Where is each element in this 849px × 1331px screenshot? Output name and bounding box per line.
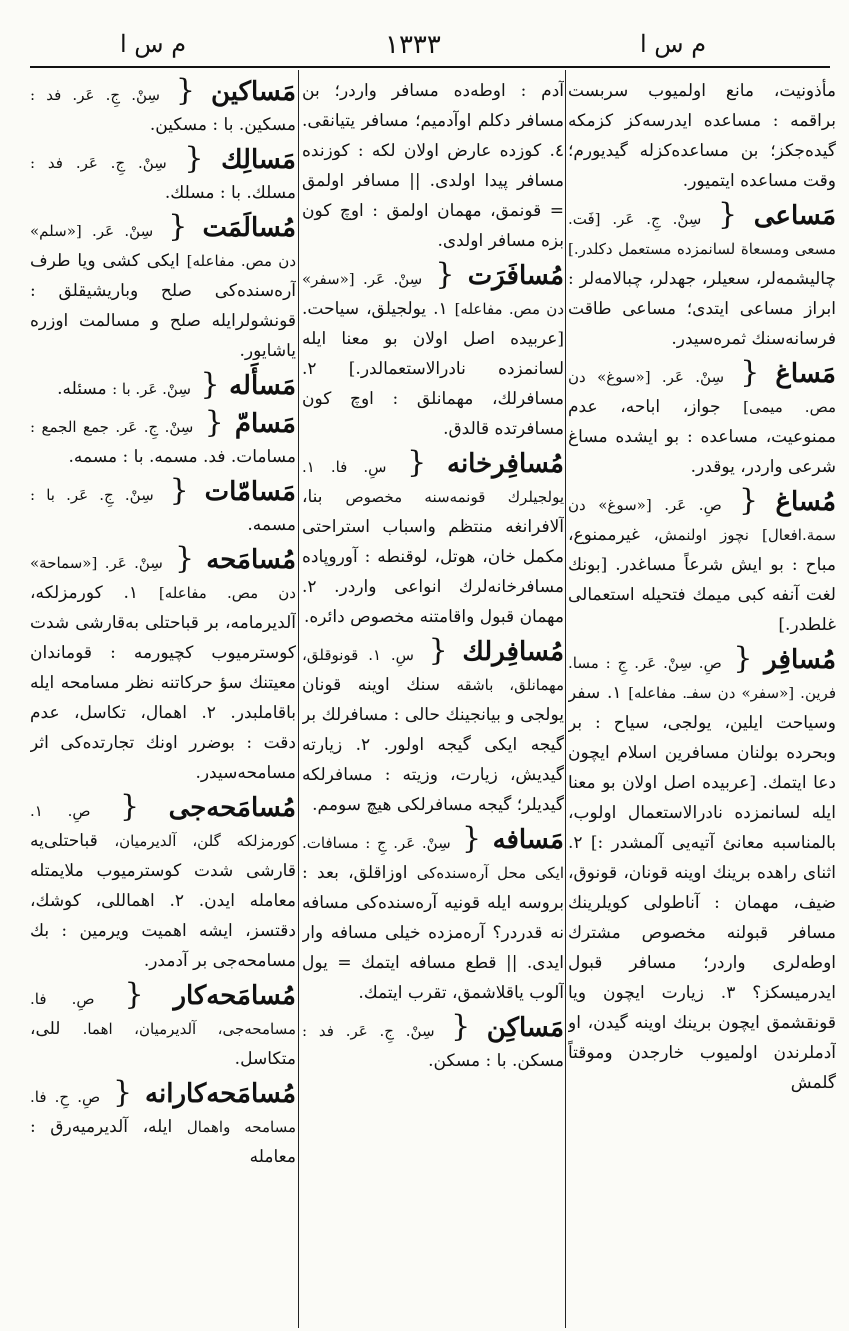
- dictionary-entry: [30, 209, 296, 366]
- brace-mark: {: [193, 405, 235, 440]
- entry-headword: مُسافِرلك: [462, 637, 564, 667]
- brace-mark: {: [413, 633, 463, 668]
- column-middle: [302, 76, 564, 1326]
- entry-definition: چاليشمه‌لر، سعيلر، جهدلر، چباﻻمه‌لر : ابراز مساعى ايتدى؛ مساعى طاقت فرسانه‌سنك ثمره‌سيدر.: [568, 269, 836, 349]
- entry-grammar: سِنْ. عَر. [«سفر» دن مص. مفاعله]: [302, 270, 564, 318]
- entry-grammar: سِنْ. جِ. عَر. جمع الجمع :: [30, 418, 194, 436]
- entry-headword: مُساغ: [775, 487, 836, 517]
- entry-definition: ۱. كورمزلكه، آلديرمامه، بر قباحتلى به‌قارشى شدت كوسترميوب كچيورمه : قوماندان معيتنك سؤ حركاتنه نظر مسامحه ايله باقاملبدر. ۲. اهمال، تكاسل، عدم دقت : بوضرر اونك تجارتده‌كى اثر مسامحه‌سيدر.: [30, 583, 296, 783]
- entry-grammar: سِنْ. عَر. [«سماحة» دن مص. مفاعله]: [30, 554, 296, 602]
- brace-mark: {: [434, 1009, 487, 1044]
- entry-grammar: سِنْ. جِ. عَر. فد :: [302, 1022, 435, 1040]
- brace-mark: {: [190, 367, 230, 402]
- entry-grammar: سِ. فا. ۱. يولجيلرك قونمه‌سنه مخصوص: [302, 458, 564, 506]
- entry-definition: مسلك. با : مسلك.: [164, 183, 296, 203]
- entry-headword: مَساكين: [210, 77, 296, 107]
- entry-definition: ۱. سفر وسياحت ايلين، يولجى، سياح : بر وبحرده بولنان مسافرين اسلام ايچون دعا ايتمك. [عربيده اصل اوﻻن بو معنا ايله لسانمزده نادرالاستعمال اولوب، بالمناسبه معانئ آتيه‌يى آلمشدر :] ۲. اثناى راهده برينك اوينه قونان، قونوق، ضيف، مهمان : آناطولى كويلرينك مسافر قبولنه مخصوص مشترك اوطه‌لرى واردر؛ مسافر قبول ايدرميسكز؟ ۳. زيارت ايچون ويا قونقشمق ايچون برينك اوينه گيدن، او آدملرندن اولميوب خارجدن وموقتاً گلمش: [568, 683, 836, 1093]
- brace-mark: {: [90, 789, 169, 824]
- dictionary-entry: [30, 367, 296, 404]
- brace-mark: {: [386, 445, 447, 480]
- brace-mark: {: [721, 483, 776, 518]
- entry-grammar: صِ. فا. مسامحه‌جى، آلديرميان، اهما.: [30, 990, 296, 1038]
- page-header: [0, 0, 849, 66]
- brace-mark: {: [94, 977, 174, 1012]
- brace-mark: {: [162, 541, 207, 576]
- entry-definition: قباحتلى‌يه قارشى شدت كوسترميوب ملايمتله معامله ايدن. ۲. اهماللى، كوشك، دقتسز، ايشه اهميت ويرمين : بك مسامحه‌جى بر آدمدر.: [30, 831, 296, 971]
- brace-mark: {: [724, 355, 776, 390]
- brace-mark: {: [100, 1075, 146, 1110]
- dictionary-entry: [568, 76, 836, 196]
- entry-definition: جواز، اباحه، عدم ممنوعيت، مساعده : بو ايشده مساغ شرعى واردر، يوقدر.: [568, 397, 836, 477]
- dictionary-entry: [30, 789, 296, 976]
- entry-grammar: سِ. ۱. قونوقلق، مهمانلق، باشقه‌: [302, 646, 564, 694]
- entry-grammar: سِنْ. جِ. عَر. فد :: [30, 154, 167, 172]
- entry-grammar: صِ. سِنْ. عَر. جِ : مسا. فرين. [«سفر» دن سفـ. مفاعله]: [568, 654, 836, 702]
- dictionary-entry: [302, 821, 564, 1008]
- dictionary-entry: [30, 1075, 296, 1172]
- brace-mark: {: [701, 197, 754, 232]
- entry-definition: للى، متكاسل.: [30, 1019, 296, 1069]
- entry-definition: ايله، آلديرميه‌رق : معامله: [30, 1117, 296, 1167]
- entry-headword: مَسالِك: [221, 145, 296, 175]
- column-right: [568, 76, 836, 1326]
- entry-headword: مُسافَرَت: [467, 261, 564, 291]
- dictionary-entry: [30, 141, 296, 208]
- entry-headword: مَساغ: [775, 359, 836, 389]
- dictionary-entry: [30, 977, 296, 1074]
- entry-definition: مسكين. با : مسكين.: [149, 115, 296, 135]
- header-rule: [30, 66, 830, 68]
- dictionary-entry: [30, 541, 296, 788]
- entry-headword: مُسامَحه‌جى: [168, 793, 296, 823]
- entry-headword: مُسامَحه‌كارانه: [145, 1079, 296, 1109]
- entry-grammar: صِ. ۱. كورمزلكه گلن، آلديرميان،: [30, 802, 296, 850]
- entry-grammar: صِ. عَر. [«سوغ» دن سمة.افعال] نچوز اولنمش،: [568, 496, 836, 544]
- header-catchword-left: م س ا: [120, 30, 187, 58]
- entry-definition: مسمه.: [247, 515, 296, 535]
- entry-grammar: سِنْ. عَر. [«سوغ» دن مص. ميمى]: [568, 368, 836, 416]
- entry-headword: مَساكِن: [486, 1013, 564, 1043]
- dictionary-entry: [302, 1009, 564, 1076]
- dictionary-entry: [568, 641, 836, 1098]
- entry-headword: مَسامّ: [234, 409, 296, 439]
- dictionary-entry: [568, 483, 836, 640]
- dictionary-entry: [568, 355, 836, 482]
- entry-headword: مَساعى: [753, 201, 836, 231]
- entry-definition: مسامات. فد. مسمه. با : مسمه.: [68, 447, 296, 467]
- entry-definition: بنا، آﻻفرانغه منتظم واسباب استراحتى مكمل خان، هوتل، لوقنطه : آوروپاده مسافرخانه‌لرك انواعى واردر. ۲. مهمان قبول واقامتنه مخصوص دائره.: [302, 487, 564, 627]
- entry-definition: آدم : اوطه‌ده مسافر واردر؛ بن مسافر دكلم اوآدميم؛ مسافر يتيانقى. ٤. كوزده عارض اوﻻن لكه : كوزنده مسافر پيدا اولدى. || مسافر اولمق = قونمق، مهمان اولمق : اوچ كون بزه مسافر اولدى.: [302, 81, 564, 251]
- entry-definition: مأذونيت، مانع اولميوب سربست براقمه : مساعده ايدرسه‌كز كزمكه گيده‌جكز؛ بن مساعده‌كزله گيديورم؛ وقت مساعده ايتميور.: [568, 81, 836, 191]
- entry-headword: مَسامّات: [204, 477, 296, 507]
- entry-grammar: سِنْ. عَر. جِ : مسافات. ايكى محل آره‌سنده‌كى: [302, 834, 564, 882]
- dictionary-entry: [30, 405, 296, 472]
- entry-definition: ۱. يولجيلق، سياحت. [عربيده اصل اوﻻن بو معنا ايله لسانمزده نادرالاستعمالدر.] ۲. مسافرلك، مهمانلق : اوچ كون مسافرتده قالدق.: [302, 299, 564, 439]
- entry-definition: سنك اوينه قونان يولجى و بيانجينك حالى : مسافرلك بر گيجه ايكى گيجه اولور. ۲. زيارته گيديش، زيارت، وزيته : مسافرلكه گيديلر؛ گيجه مسافرلكى هيچ سومم.: [302, 675, 564, 815]
- brace-mark: {: [153, 209, 203, 244]
- column-divider: [565, 70, 566, 1328]
- dictionary-entry: [302, 445, 564, 632]
- dictionary-entry: [302, 633, 564, 820]
- entry-headword: مَسافه: [492, 825, 564, 855]
- dictionary-entry: [30, 473, 296, 540]
- entry-headword: مُسالَمَت: [202, 213, 296, 243]
- brace-mark: {: [450, 821, 493, 856]
- entry-grammar: سِنْ. عَر. [«سلم» دن مص. مفاعله]: [30, 222, 296, 270]
- dictionary-entry: [302, 257, 564, 444]
- entry-definition: ايكى كشى ويا طرف آره‌سنده‌كى صلح وباريشيقلق : قونشولرايله صلح و مسالمت اوزره ياشايور.: [30, 251, 296, 361]
- column-divider: [298, 70, 299, 1328]
- entry-grammar: سِنْ. جِ. عَر. با :: [30, 486, 154, 504]
- entry-headword: مُسافِر: [764, 645, 836, 675]
- entry-headword: مَسأَله: [229, 371, 296, 401]
- entry-definition: اوزاقلق، بعد : بروسه ايله قونيه آره‌سنده‌كى مسافه نه قدردر؟ آره‌مزده خيلى مسافه وار ايدى. || قطع مسافه ايتمك = يول آلوب ياقلاشمق، تقرب ايتمك.: [302, 863, 564, 1003]
- column-left: [30, 76, 296, 1326]
- entry-headword: مُسافِرخانه: [447, 449, 564, 479]
- brace-mark: {: [153, 473, 205, 508]
- entry-grammar: سِنْ. جِ. عَر. فد :: [30, 86, 160, 104]
- dictionary-entry: [302, 76, 564, 256]
- dictionary-entry: [30, 76, 296, 140]
- dictionary-entry: [568, 197, 836, 354]
- brace-mark: {: [422, 257, 468, 292]
- brace-mark: {: [721, 641, 765, 676]
- entry-definition: مسئله.: [57, 379, 107, 399]
- entry-grammar: سِنْ. عَر. با :: [112, 380, 191, 398]
- brace-mark: {: [159, 76, 211, 108]
- page-number: ۱۳۳۳: [385, 30, 441, 60]
- entry-definition: غيرممنوع، مباح : بو ايش شرعاً مساغدر. [بونك لغت آنفه كبى ميمك فتحيله استعمالى غلطدر.]: [568, 525, 836, 635]
- entry-headword: مُسامَحه‌كار: [173, 981, 296, 1011]
- entry-definition: مسكن. با : مسكن.: [428, 1051, 564, 1071]
- brace-mark: {: [166, 141, 222, 176]
- entry-headword: مُسامَحه: [206, 545, 296, 575]
- entry-grammar: سِنْ. جِ. عَر. [فَت. مسعى ومسعاة لسانمزده مستعمل دكلدر.]: [568, 210, 836, 258]
- header-catchword-right: م س ا: [640, 30, 707, 58]
- entry-grammar: صِ. حِ. فا. مسامحه واهمال: [30, 1088, 296, 1136]
